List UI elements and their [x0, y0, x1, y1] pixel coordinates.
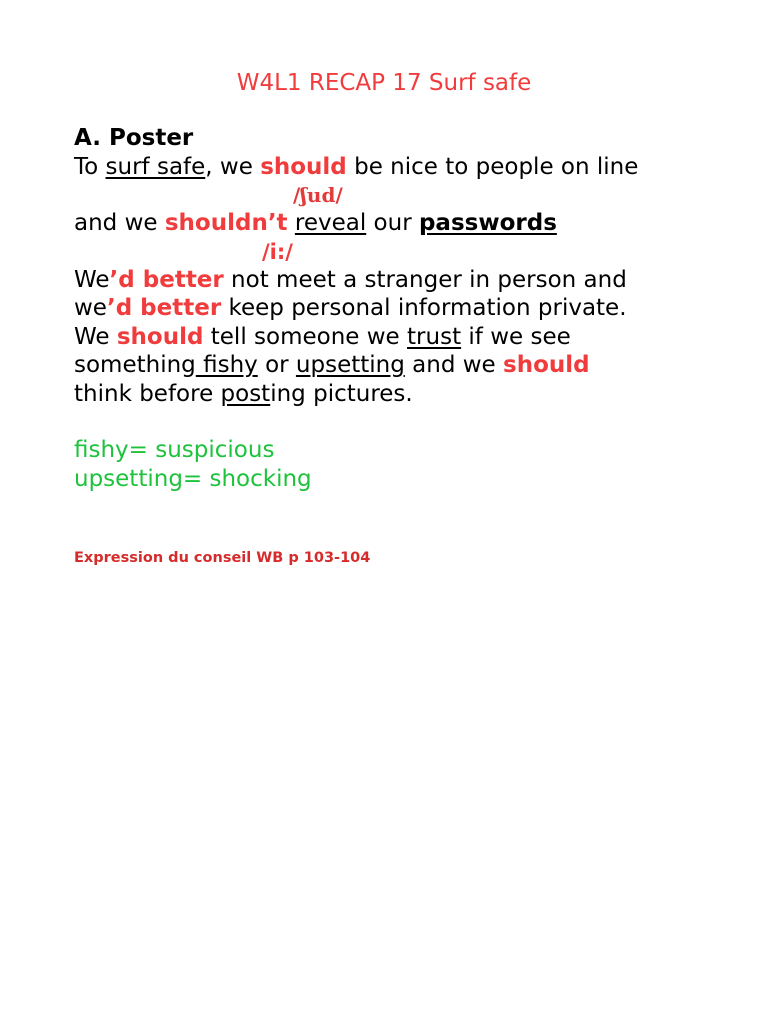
vocab-upsetting: upsetting= shocking	[74, 465, 312, 492]
text: We	[74, 323, 117, 350]
term-passwords: passwords	[418, 210, 557, 236]
term-fishy: fishy	[195, 352, 258, 378]
text: and we	[74, 210, 165, 236]
text: our	[366, 210, 419, 236]
term-trust: trust	[407, 323, 462, 350]
phonetic-should: /ʃud/	[293, 183, 343, 207]
paragraph-passwords	[74, 209, 714, 238]
text: ing pictures.	[270, 380, 413, 407]
poster-section	[74, 124, 714, 493]
term-reveal: reveal	[294, 210, 367, 236]
modal-should: should	[116, 323, 204, 350]
text	[288, 210, 295, 236]
text: something	[74, 352, 196, 378]
term-upsetting: upsetting	[295, 352, 405, 378]
term-post: post	[220, 380, 271, 407]
phonetic-reveal: /i:/	[262, 239, 293, 264]
vocab-fishy: fishy= suspicious	[74, 437, 275, 463]
text: not meet a stranger in person and	[223, 266, 627, 293]
paragraph-surf-safe	[74, 153, 714, 182]
document-title: W4L1 RECAP 17 Surf safe	[236, 70, 532, 96]
modal-d-better: ’d better	[106, 295, 222, 321]
modal-d-better: ’d better	[109, 266, 224, 293]
term-surf-safe: surf safe	[105, 153, 206, 180]
text: tell someone we	[203, 323, 408, 350]
section-heading: A. Poster	[74, 125, 194, 151]
spacer	[74, 408, 714, 436]
text: To	[74, 153, 106, 180]
text: if we see	[461, 323, 571, 350]
text: keep personal information private.	[221, 295, 627, 321]
text: , we	[205, 153, 261, 180]
text: be nice to people on line	[346, 153, 639, 180]
text: or	[257, 352, 296, 378]
text: We	[74, 266, 110, 293]
modal-should: should	[503, 352, 590, 378]
modal-should: should	[260, 153, 347, 180]
modal-shouldnt: shouldn’t	[164, 210, 288, 236]
paragraph-advice	[74, 266, 714, 409]
text: and we	[404, 352, 504, 378]
workbook-reference: Expression du conseil WB p 103-104	[74, 550, 371, 566]
text: we	[74, 295, 107, 321]
text: think before	[74, 380, 221, 407]
